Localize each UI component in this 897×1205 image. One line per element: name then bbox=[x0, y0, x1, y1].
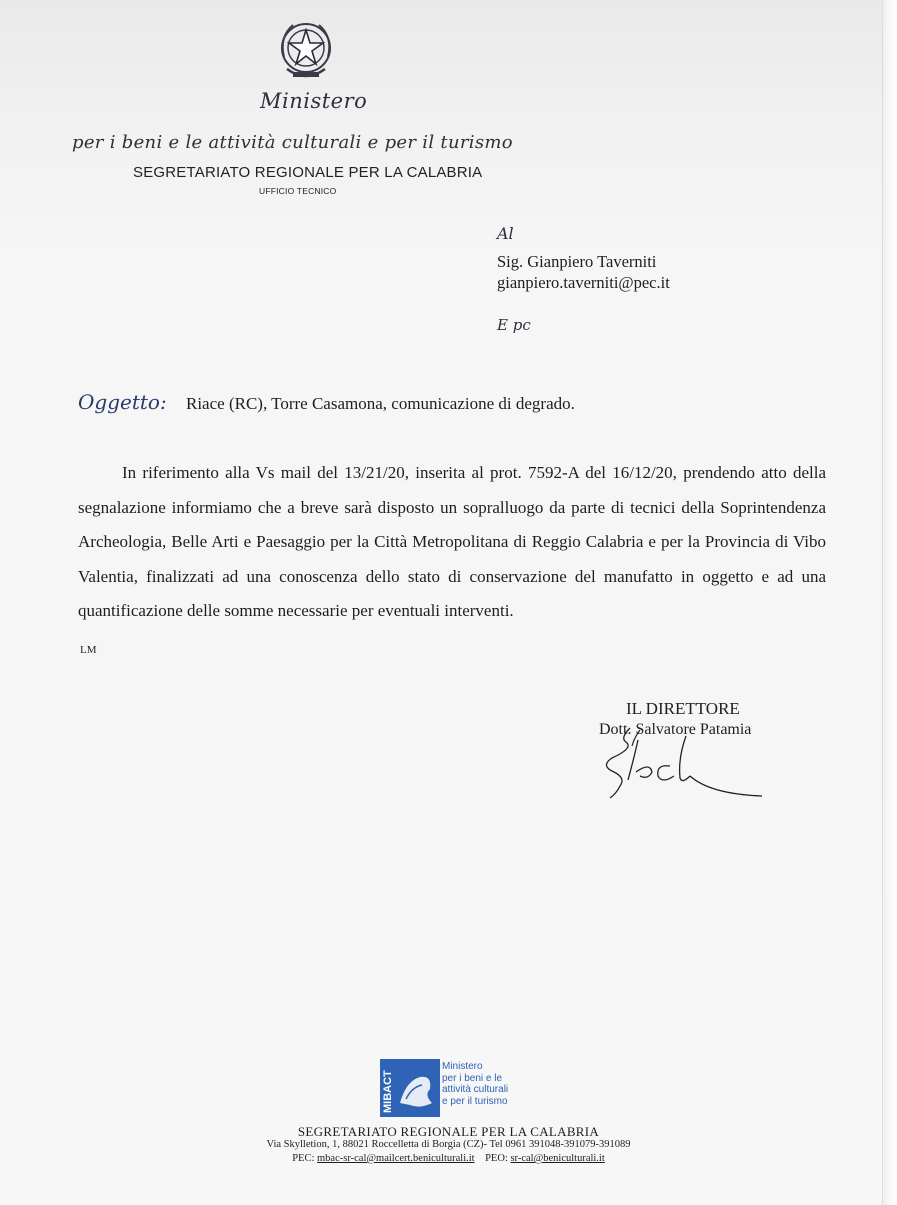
epc-label: E pc bbox=[497, 316, 531, 334]
footer-address: Via Skylletion, 1, 88021 Roccelletta di Borgia (CZ)- Tel 0961 391048-391079-391089 bbox=[266, 1139, 631, 1150]
ministry-script-subtitle: per i beni e le attività culturali e per il turismo bbox=[72, 132, 513, 153]
mibact-vertical-text: MIBACT bbox=[382, 1070, 394, 1113]
recipient-name: Sig. Gianpiero Taverniti bbox=[497, 252, 657, 271]
logo-line: attività culturali bbox=[442, 1084, 509, 1095]
pec-label: PEC: bbox=[292, 1153, 315, 1164]
subject-text: Riace (RC), Torre Casamona, comunicazione di degrado. bbox=[186, 394, 575, 413]
page-edge bbox=[882, 0, 897, 1205]
handwritten-signature bbox=[590, 718, 770, 808]
signatory-name: Dott. Salvatore Patamia bbox=[599, 721, 752, 738]
mibact-logo-mark bbox=[380, 1059, 440, 1117]
logo-line: per i beni e le bbox=[442, 1072, 503, 1084]
peo-label: PEO: bbox=[485, 1153, 508, 1164]
ministry-script-title: Ministero bbox=[260, 89, 368, 113]
logo-line: Ministero bbox=[442, 1061, 483, 1072]
italian-republic-emblem-icon bbox=[275, 17, 337, 83]
author-initials: LM bbox=[80, 644, 97, 656]
office-department: UFFICIO TECNICO bbox=[259, 186, 337, 196]
signatory-title: IL DIRETTORE bbox=[626, 699, 740, 718]
logo-line: e per il turismo bbox=[442, 1095, 508, 1107]
recipient-prefix: Al bbox=[497, 224, 514, 243]
peo-email-link[interactable]: sr-cal@beniculturali.it bbox=[510, 1153, 605, 1164]
office-name: SEGRETARIATO REGIONALE PER LA CALABRIA bbox=[133, 164, 483, 181]
footer-contacts bbox=[0, 1153, 897, 1164]
mibact-logo bbox=[380, 1059, 530, 1119]
mibact-logo-text bbox=[442, 1061, 508, 1107]
footer-org: SEGRETARIATO REGIONALE PER LA CALABRIA bbox=[297, 1124, 600, 1139]
recipient-block bbox=[497, 251, 670, 293]
pec-email-link[interactable]: mbac-sr-cal@mailcert.beniculturali.it bbox=[317, 1153, 475, 1164]
recipient-email[interactable]: gianpiero.taverniti@pec.it bbox=[497, 273, 670, 292]
mibact-emblem-icon bbox=[380, 1059, 440, 1117]
subject-label: Oggetto: bbox=[78, 390, 167, 414]
letter-body-paragraph: In riferimento alla Vs mail del 13/21/20, inserita al prot. 7592-A del 16/12/20, prendendo atto della segnalazione informiamo che a breve sarà disposto un sopralluogo da parte di tecnici della Soprintendenza Archeologia, Belle Arti e Paesaggio per la Città Metropolitana di Reggio Calabria e per la Provincia di Vibo Valentia, finalizzati ad una conoscenza dello stato di conservazione del manufatto in oggetto e ad una quantificazione delle somme necessarie per eventuali interventi. bbox=[78, 463, 826, 620]
